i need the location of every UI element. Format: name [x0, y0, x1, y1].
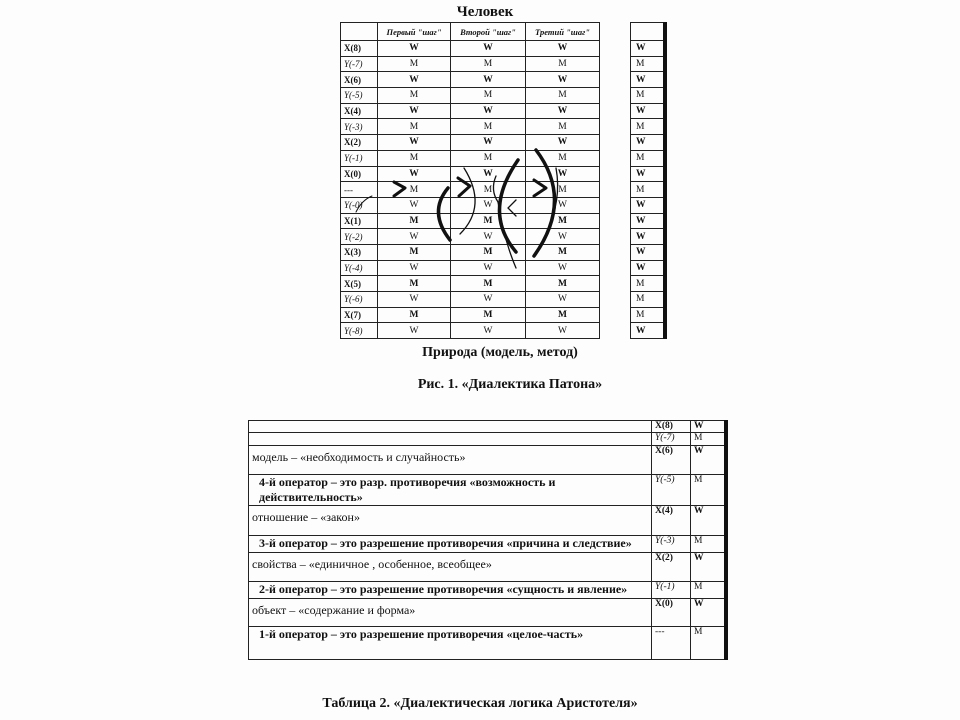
row-label: X(0) [652, 599, 691, 627]
side-value: W [631, 135, 666, 151]
cell-value: M [378, 307, 451, 323]
table2-grid [248, 420, 728, 660]
gap-cell [600, 23, 631, 41]
gap-cell [600, 41, 631, 57]
operator-text: 3-й оператор – это разрешение противоречия «причина и следствие» [249, 536, 652, 553]
figure1-row [341, 72, 666, 88]
row-label: Y(-5) [341, 88, 378, 104]
cell-value: W [526, 323, 600, 339]
side-value: M [631, 182, 666, 198]
row-label: X(4) [652, 506, 691, 536]
row-label: X(2) [341, 135, 378, 151]
row-label: X(6) [652, 446, 691, 475]
cell-value: W [378, 41, 451, 57]
gap-cell [600, 182, 631, 198]
figure1-row [341, 182, 666, 198]
side-value: M [631, 88, 666, 104]
cell-value: M [451, 119, 526, 135]
side-value: M [691, 627, 727, 660]
cell-value: W [526, 197, 600, 213]
row-label: Y(-7) [341, 56, 378, 72]
side-value: W [631, 229, 666, 245]
operator-text: 4-й оператор – это разр. противоречия «возможность и действительность» [249, 475, 652, 506]
side-value: W [691, 553, 727, 582]
cell-value: W [378, 72, 451, 88]
row-label: --- [652, 627, 691, 660]
figure1-row [341, 307, 666, 323]
cell-value: W [378, 135, 451, 151]
cell-value: M [378, 56, 451, 72]
side-value: M [691, 536, 727, 553]
side-value: M [631, 119, 666, 135]
row-label: Y(-1) [652, 582, 691, 599]
cell-value: M [378, 119, 451, 135]
cell-value: W [451, 166, 526, 182]
cell-value: M [378, 213, 451, 229]
gap-cell [600, 103, 631, 119]
figure1-grid-body [341, 41, 666, 339]
figure1-row [341, 135, 666, 151]
figure1-row [341, 292, 666, 308]
cell-value: M [451, 307, 526, 323]
row-label: Y(-2) [341, 229, 378, 245]
gap-cell [600, 135, 631, 151]
row-label: Y(-0) [341, 197, 378, 213]
category-text: объект – «содержание и форма» [249, 599, 652, 627]
cell-value: M [451, 56, 526, 72]
side-value: W [631, 323, 666, 339]
cell-value: W [378, 103, 451, 119]
cell-value: M [451, 182, 526, 198]
side-value: M [631, 150, 666, 166]
cell-value: W [451, 292, 526, 308]
row-label: X(2) [652, 553, 691, 582]
cell-value: W [378, 260, 451, 276]
figure1-row [341, 213, 666, 229]
cell-value: M [451, 88, 526, 104]
cell-value: W [451, 197, 526, 213]
cell-value: M [378, 88, 451, 104]
cell-value: W [378, 292, 451, 308]
table2-row [249, 599, 727, 627]
figure1-row [341, 260, 666, 276]
side-value: W [631, 72, 666, 88]
row-label: X(6) [341, 72, 378, 88]
side-header [631, 23, 666, 41]
cell-value: M [526, 182, 600, 198]
gap-cell [600, 323, 631, 339]
operator-text: 1-й оператор – это разрешение противоречия «целое-часть» [249, 627, 652, 660]
figure1-row [341, 166, 666, 182]
gap-cell [600, 276, 631, 292]
side-value: M [631, 56, 666, 72]
gap-cell [600, 150, 631, 166]
row-label: Y(-3) [341, 119, 378, 135]
side-value: M [631, 276, 666, 292]
figure1-row [341, 276, 666, 292]
figure1-caption: Рис. 1. «Диалектика Патона» [417, 377, 603, 392]
gap-cell [600, 56, 631, 72]
table2-grid-body [249, 421, 727, 660]
cell-value: W [451, 41, 526, 57]
gap-cell [600, 72, 631, 88]
table2-row [249, 536, 727, 553]
table2-row [249, 475, 727, 506]
figure1-row [341, 103, 666, 119]
cell-value: M [526, 244, 600, 260]
side-value: M [691, 433, 727, 446]
table2-row [249, 446, 727, 475]
table2-row [249, 421, 727, 433]
category-text: свойства – «единичное , особенное, всеобщее» [249, 553, 652, 582]
side-value: W [631, 103, 666, 119]
cell-value: M [526, 276, 600, 292]
side-value: W [691, 599, 727, 627]
column-header: Первый "шаг" [378, 23, 451, 41]
cell-value: W [378, 197, 451, 213]
table2-row [249, 506, 727, 536]
row-label: X(8) [341, 41, 378, 57]
row-label: --- [341, 182, 378, 198]
row-label: X(3) [341, 244, 378, 260]
row-label: Y(-4) [341, 260, 378, 276]
column-header: Третий "шаг" [526, 23, 600, 41]
cell-value: W [451, 323, 526, 339]
cell-value: W [378, 166, 451, 182]
cell-value: W [378, 229, 451, 245]
cell-value: M [526, 307, 600, 323]
cell-value: M [526, 213, 600, 229]
figure1-row [341, 119, 666, 135]
figure1-grid [340, 22, 667, 339]
cell-value: W [451, 72, 526, 88]
side-value: M [631, 292, 666, 308]
row-label: X(4) [341, 103, 378, 119]
gap-cell [600, 307, 631, 323]
category-text [249, 421, 652, 433]
cell-value: M [526, 88, 600, 104]
gap-cell [600, 88, 631, 104]
side-value: W [631, 213, 666, 229]
row-label: Y(-1) [341, 150, 378, 166]
header-corner [341, 23, 378, 41]
cell-value: M [526, 150, 600, 166]
cell-value: M [526, 119, 600, 135]
side-value: W [631, 260, 666, 276]
cell-value: M [526, 56, 600, 72]
side-value: M [631, 307, 666, 323]
category-text [249, 433, 652, 446]
gap-cell [600, 292, 631, 308]
table2-row [249, 433, 727, 446]
cell-value: W [526, 166, 600, 182]
side-value: W [691, 421, 727, 433]
gap-cell [600, 166, 631, 182]
table2-caption: Таблица 2. «Диалектическая логика Аристотеля» [322, 696, 638, 711]
figure1-row [341, 150, 666, 166]
row-label: Y(-3) [652, 536, 691, 553]
cell-value: M [378, 182, 451, 198]
cell-value: W [526, 41, 600, 57]
cell-value: M [451, 213, 526, 229]
side-value: W [631, 197, 666, 213]
cell-value: W [451, 229, 526, 245]
cell-value: W [451, 260, 526, 276]
category-text: модель – «необходимость и случайность» [249, 446, 652, 475]
cell-value: W [451, 103, 526, 119]
side-value: W [631, 244, 666, 260]
row-label: Y(-5) [652, 475, 691, 506]
cell-value: M [378, 150, 451, 166]
side-value: W [631, 166, 666, 182]
side-value: W [631, 41, 666, 57]
category-text: отношение – «закон» [249, 506, 652, 536]
table2-row [249, 627, 727, 660]
side-value: W [691, 446, 727, 475]
operator-text: 2-й оператор – это разрешение противоречия «сущность и явление» [249, 582, 652, 599]
column-header: Второй "шаг" [451, 23, 526, 41]
figure1-row [341, 197, 666, 213]
gap-cell [600, 197, 631, 213]
figure1-row [341, 229, 666, 245]
gap-cell [600, 244, 631, 260]
row-label: X(7) [341, 307, 378, 323]
gap-cell [600, 213, 631, 229]
row-label: X(5) [341, 276, 378, 292]
table2-row [249, 553, 727, 582]
cell-value: M [378, 276, 451, 292]
figure1-row [341, 244, 666, 260]
figure1-title: Человек [456, 4, 514, 20]
table2-row [249, 582, 727, 599]
cell-value: M [378, 244, 451, 260]
figure1-subtitle: Природа (модель, метод) [422, 345, 578, 360]
cell-value: W [526, 260, 600, 276]
cell-value: W [378, 323, 451, 339]
cell-value: W [526, 135, 600, 151]
row-label: Y(-6) [341, 292, 378, 308]
gap-cell [600, 229, 631, 245]
figure1-row [341, 88, 666, 104]
row-label: X(0) [341, 166, 378, 182]
side-value: W [691, 506, 727, 536]
figure1-row [341, 41, 666, 57]
cell-value: W [526, 103, 600, 119]
side-value: M [691, 475, 727, 506]
gap-cell [600, 119, 631, 135]
cell-value: W [451, 135, 526, 151]
row-label: Y(-7) [652, 433, 691, 446]
cell-value: W [526, 72, 600, 88]
row-label: Y(-8) [341, 323, 378, 339]
cell-value: W [526, 292, 600, 308]
figure1-header-row [341, 23, 666, 41]
row-label: X(1) [341, 213, 378, 229]
side-value: M [691, 582, 727, 599]
cell-value: W [526, 229, 600, 245]
figure1-row [341, 323, 666, 339]
gap-cell [600, 260, 631, 276]
cell-value: M [451, 276, 526, 292]
figure1-row [341, 56, 666, 72]
cell-value: M [451, 150, 526, 166]
cell-value: M [451, 244, 526, 260]
row-label: X(8) [652, 421, 691, 433]
